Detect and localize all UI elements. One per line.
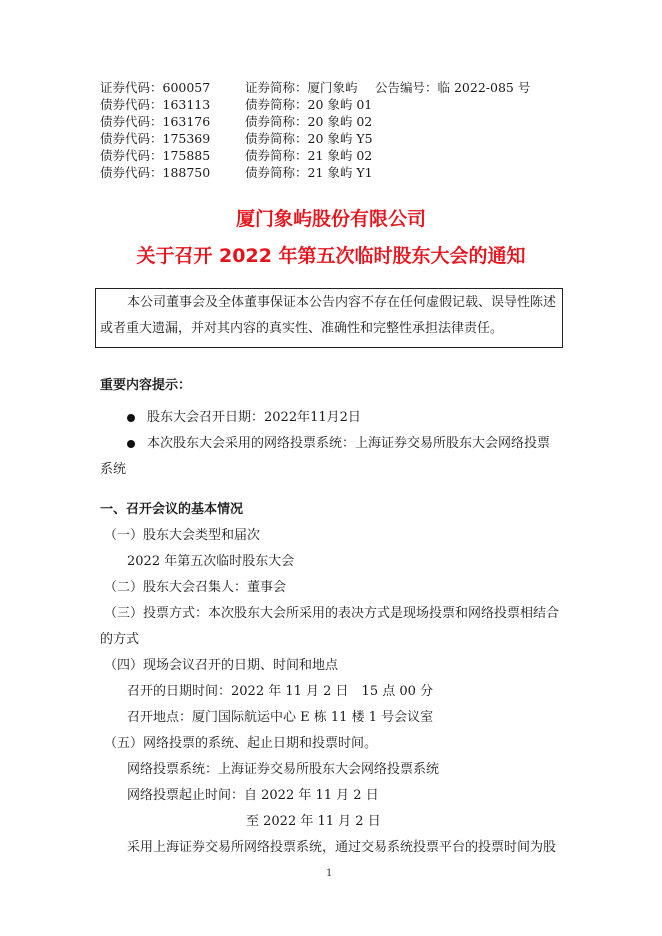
bond-short-name: 债券简称：20 象屿 01 <box>245 97 373 112</box>
online-voting-time-note: 采用上海证券交易所网络投票系统，通过交易系统投票平台的投票时间为股 <box>127 840 557 855</box>
onsite-meeting-heading: （四）现场会议召开的日期、时间和地点 <box>104 658 339 673</box>
announcement-number: 公告编号：临 2022-085 号 <box>375 80 531 95</box>
bond-code: 债券代码：175885 <box>100 148 211 163</box>
bond-code: 债券代码：163113 <box>100 97 211 112</box>
bond-short-name: 债券简称：20 象屿 02 <box>245 114 373 129</box>
online-voting-heading: （五）网络投票的系统、起止日期和投票时间。 <box>104 736 378 751</box>
bond-code: 债券代码：163176 <box>100 114 211 129</box>
highlight-voting-system: 本次股东大会采用的网络投票系统：上海证券交易所股东大会网络投票 <box>147 436 551 451</box>
section-1-heading: 一、召开会议的基本情况 <box>100 502 244 517</box>
convener: （二）股东大会召集人：董事会 <box>104 580 287 595</box>
bond-short-name: 债券简称：20 象屿 Y5 <box>245 131 373 146</box>
meeting-location: 召开地点：厦门国际航运中心 E 栋 11 楼 1 号会议室 <box>127 710 434 725</box>
declaration-line-1: 本公司董事会及全体董事保证本公告内容不存在任何虚假记载、误导性陈述 <box>127 295 557 310</box>
bond-code: 债券代码：188750 <box>100 165 211 180</box>
bond-short-name: 债券简称：21 象屿 02 <box>245 148 373 163</box>
voting-method: （三）投票方式：本次股东大会所采用的表决方式是现场投票和网络投票相结合 <box>104 606 560 621</box>
security-code: 证券代码：600057 <box>100 80 211 95</box>
company-title: 厦门象屿股份有限公司 <box>235 208 426 230</box>
notice-title: 关于召开 2022 年第五次临时股东大会的通知 <box>136 245 526 267</box>
page-number: 1 <box>326 868 333 879</box>
security-short-name: 证券简称：厦门象屿 <box>245 80 358 95</box>
declaration-line-2: 或者重大遗漏，并对其内容的真实性、准确性和完整性承担法律责任。 <box>100 321 504 336</box>
bullet-icon <box>127 414 135 422</box>
highlights-heading: 重要内容提示： <box>100 378 192 393</box>
highlight-meeting-date: 股东大会召开日期：2022年11月2日 <box>147 410 361 425</box>
online-voting-start: 网络投票起止时间：自 2022 年 11 月 2 日 <box>127 788 379 803</box>
meeting-datetime: 召开的日期时间：2022 年 11 月 2 日 15 点 00 分 <box>127 684 434 699</box>
highlight-voting-system-continued: 系统 <box>100 462 127 477</box>
bond-short-name: 债券简称：21 象屿 Y1 <box>245 165 373 180</box>
bullet-icon <box>127 440 135 448</box>
online-voting-system: 网络投票系统：上海证券交易所股东大会网络投票系统 <box>127 762 440 777</box>
meeting-type-value: 2022 年第五次临时股东大会 <box>127 554 295 569</box>
bond-code: 债券代码：175369 <box>100 131 211 146</box>
meeting-type-heading: （一）股东大会类型和届次 <box>104 528 261 543</box>
online-voting-end: 至 2022 年 11 月 2 日 <box>246 814 381 829</box>
voting-method-continued: 的方式 <box>100 632 140 647</box>
